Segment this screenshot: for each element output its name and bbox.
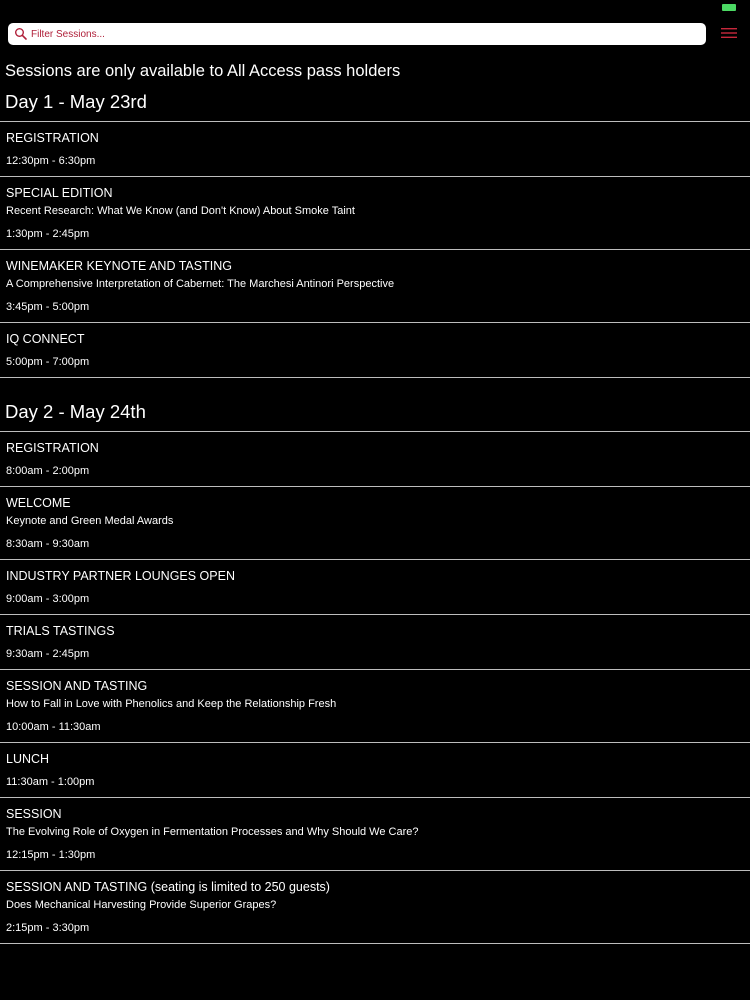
search-bar[interactable] (8, 23, 706, 45)
session-title: IQ CONNECT (6, 332, 85, 346)
session-item[interactable] (0, 323, 750, 378)
top-bar (8, 23, 742, 45)
session-time: 8:30am - 9:30am (6, 538, 90, 550)
session-title: SESSION AND TASTING (seating is limited to 250 guests) (6, 880, 330, 894)
session-item[interactable] (0, 871, 750, 944)
session-item[interactable] (0, 487, 750, 560)
session-title: LUNCH (6, 752, 50, 766)
session-time: 9:00am - 3:00pm (6, 593, 90, 605)
session-time: 5:00pm - 7:00pm (6, 356, 90, 368)
session-list-day-2 (0, 431, 750, 944)
session-item[interactable] (0, 560, 750, 615)
session-item[interactable] (0, 177, 750, 250)
session-subtitle: A Comprehensive Interpretation of Cabernet: The Marchesi Antinori Perspective (6, 278, 395, 290)
session-item[interactable] (0, 743, 750, 798)
session-title: SESSION AND TASTING (6, 679, 148, 693)
session-title: REGISTRATION (6, 131, 99, 145)
session-item[interactable] (0, 670, 750, 743)
session-time: 12:30pm - 6:30pm (6, 155, 96, 167)
session-time: 3:45pm - 5:00pm (6, 301, 90, 313)
access-notice: Sessions are only available to All Access pass holders (5, 62, 401, 80)
session-item[interactable] (0, 615, 750, 670)
search-icon (14, 27, 28, 41)
session-title: INDUSTRY PARTNER LOUNGES OPEN (6, 569, 235, 583)
session-title: WINEMAKER KEYNOTE AND TASTING (6, 259, 232, 273)
session-subtitle: Keynote and Green Medal Awards (6, 515, 174, 527)
session-subtitle: Recent Research: What We Know (and Don't Know) About Smoke Taint (6, 205, 355, 217)
session-time: 11:30am - 1:00pm (6, 776, 95, 788)
session-subtitle: How to Fall in Love with Phenolics and Keep the Relationship Fresh (6, 698, 337, 710)
session-time: 8:00am - 2:00pm (6, 465, 90, 477)
session-time: 12:15pm - 1:30pm (6, 849, 96, 861)
hamburger-menu-icon[interactable] (720, 26, 738, 40)
session-time: 1:30pm - 2:45pm (6, 228, 90, 240)
session-item[interactable] (0, 250, 750, 323)
session-item[interactable] (0, 432, 750, 487)
session-list-day-1 (0, 121, 750, 378)
session-time: 2:15pm - 3:30pm (6, 922, 90, 934)
battery-indicator (722, 4, 736, 11)
session-time: 9:30am - 2:45pm (6, 648, 90, 660)
session-item[interactable] (0, 798, 750, 871)
session-item[interactable] (0, 122, 750, 177)
session-title: SPECIAL EDITION (6, 186, 113, 200)
day-heading: Day 1 - May 23rd (5, 91, 147, 112)
day-heading: Day 2 - May 24th (5, 401, 146, 422)
session-time: 10:00am - 11:30am (6, 721, 101, 733)
session-title: TRIALS TASTINGS (6, 624, 115, 638)
session-subtitle: Does Mechanical Harvesting Provide Superior Grapes? (6, 899, 277, 911)
session-title: REGISTRATION (6, 441, 99, 455)
session-title: SESSION (6, 807, 62, 821)
session-title: WELCOME (6, 496, 71, 510)
search-input[interactable] (31, 29, 691, 40)
session-subtitle: The Evolving Role of Oxygen in Fermentation Processes and Why Should We Care? (6, 826, 419, 838)
